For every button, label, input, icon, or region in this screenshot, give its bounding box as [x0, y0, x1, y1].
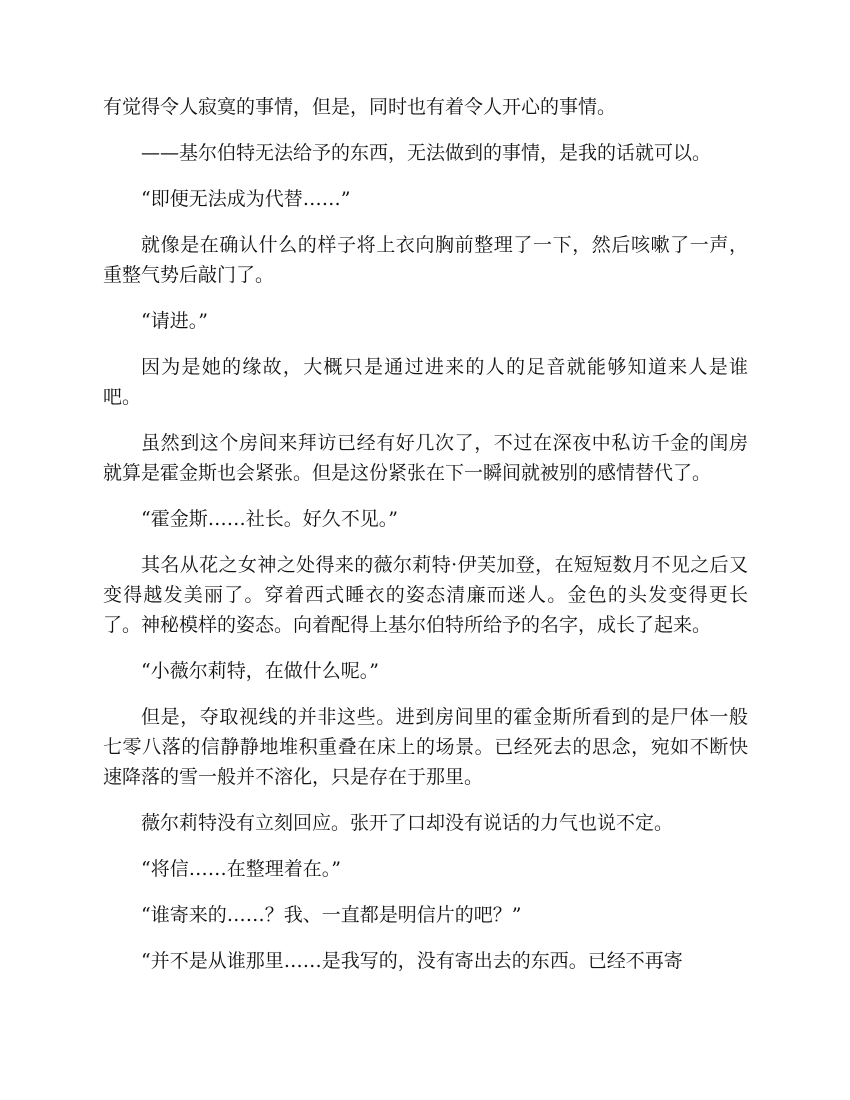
paragraph: “谁寄来的……？我、一直都是明信片的吧？” — [141, 904, 522, 926]
document-page — [103, 92, 748, 992]
paragraph: 其名从花之女神之处得来的薇尔莉特·伊芙加登，在短短数月不见之后又变得越发美丽了。穿着西式睡衣的姿态清廉而迷人。金色的头发变得更长了。神秘模样的姿态。向着配得上基尔伯特所给予的名字，成长了起来。 — [103, 554, 748, 636]
paragraph: 但是，夺取视线的并非这些。进到房间里的霍金斯所看到的是尸体一般七零八落的信静静地堆积重叠在床上的场景。已经死去的思念，宛如不断快速降落的雪一般并不溶化，只是存在于那里。 — [103, 706, 748, 788]
paragraph: 就像是在确认什么的样子将上衣向胸前整理了一下，然后咳嗽了一声，重整气势后敲门了。 — [103, 234, 748, 286]
paragraph: 薇尔莉特没有立刻回应。张开了口却没有说话的力气也说不定。 — [141, 812, 674, 834]
paragraph: “霍金斯……社长。好久不见。” — [141, 508, 398, 530]
paragraph: “小薇尔莉特，在做什么呢。” — [141, 660, 379, 682]
paragraph: 虽然到这个房间来拜访已经有好几次了，不过在深夜中私访千金的闺房就算是霍金斯也会紧张。但是这份紧张在下一瞬间就被别的感情替代了。 — [103, 432, 748, 484]
paragraph: 有觉得令人寂寞的事情，但是，同时也有着令人开心的事情。 — [103, 96, 617, 118]
paragraph: “请进。” — [141, 310, 208, 332]
paragraph: 因为是她的缘故，大概只是通过进来的人的足音就能够知道来人是谁吧。 — [103, 356, 748, 408]
paragraph: “即便无法成为代替……” — [141, 188, 351, 210]
paragraph: ——基尔伯特无法给予的东西，无法做到的事情，是我的话就可以。 — [141, 142, 712, 164]
paragraph: “将信……在整理着在。” — [141, 858, 341, 880]
paragraph: “并不是从谁那里……是我写的，没有寄出去的东西。已经不再寄 — [141, 950, 683, 972]
